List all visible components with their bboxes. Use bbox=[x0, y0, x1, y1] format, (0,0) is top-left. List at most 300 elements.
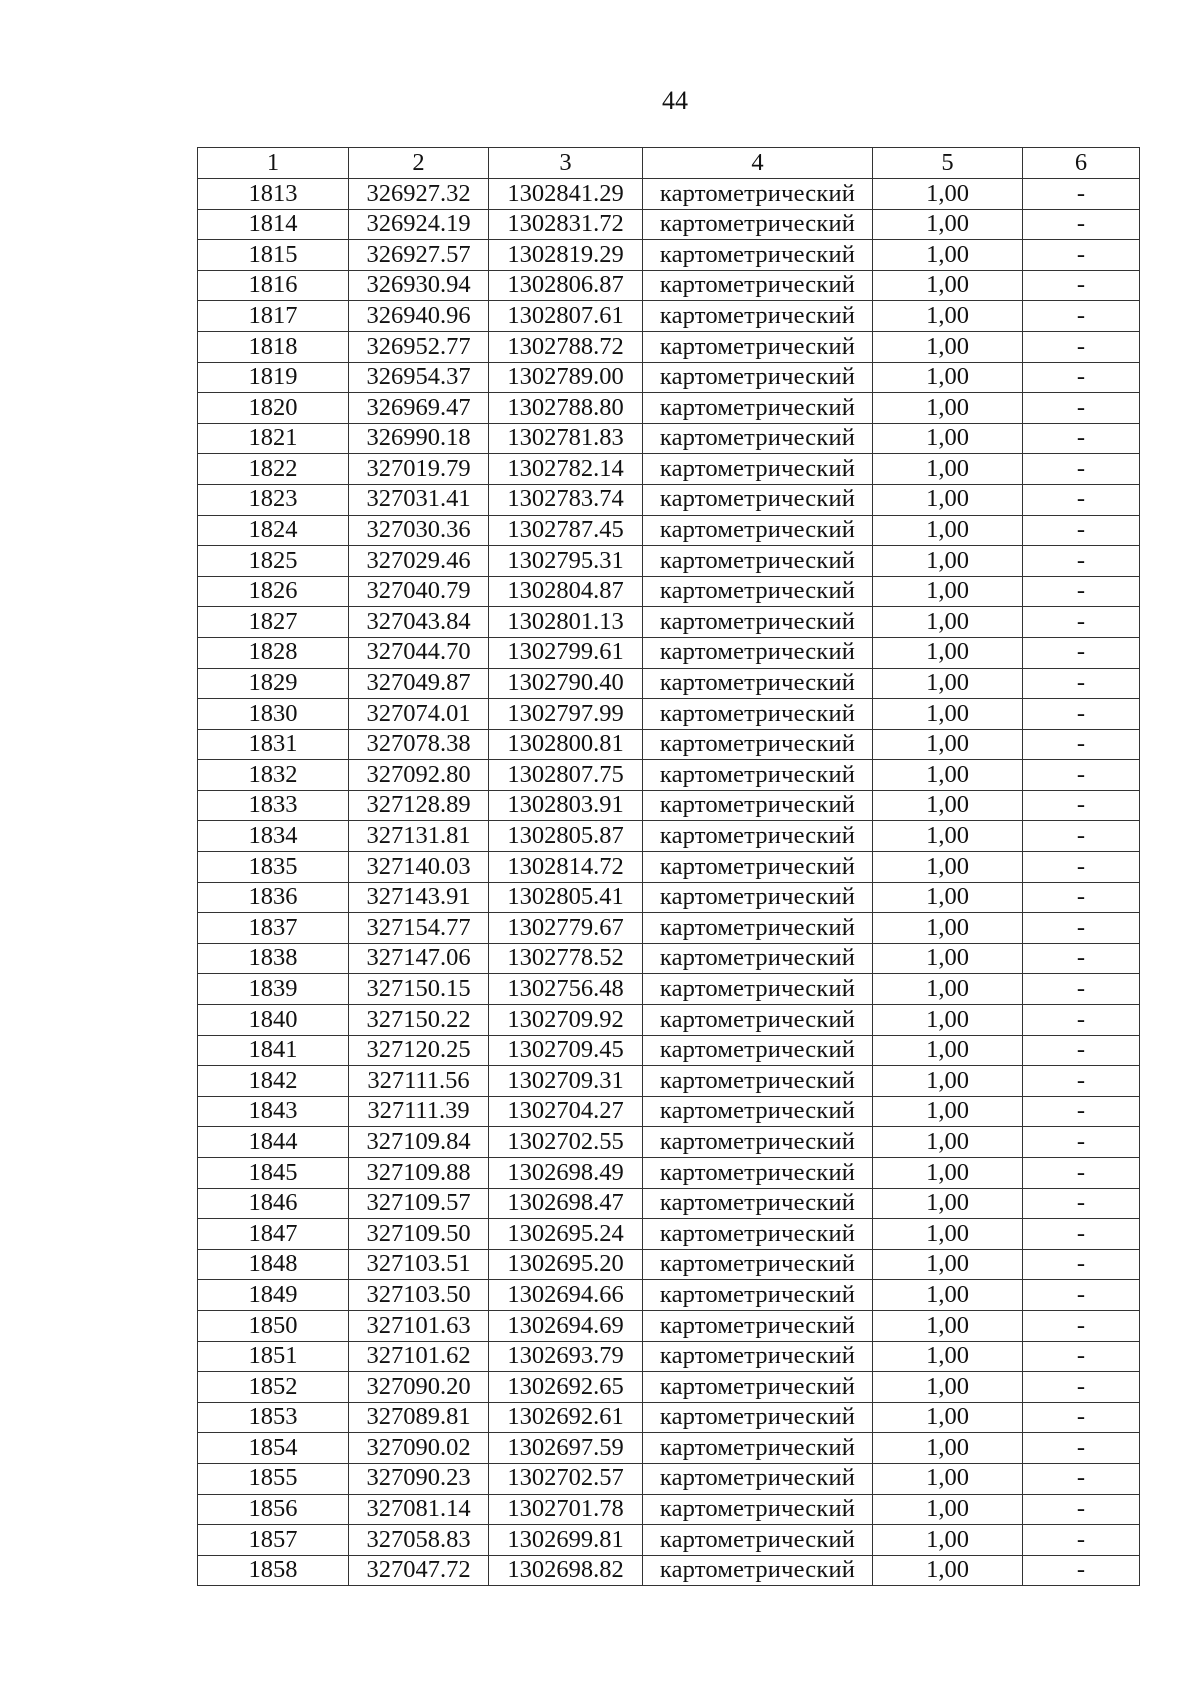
cell-method: картометрический bbox=[643, 1096, 873, 1127]
cell-coord-y: 1302692.65 bbox=[489, 1372, 643, 1403]
cell-point-number: 1849 bbox=[198, 1280, 349, 1311]
table-row bbox=[198, 1494, 1140, 1525]
table-row bbox=[198, 1463, 1140, 1494]
cell-coord-y: 1302779.67 bbox=[489, 913, 643, 944]
cell-coord-x: 326927.32 bbox=[349, 179, 489, 210]
table-row bbox=[198, 1555, 1140, 1586]
cell-point-number: 1836 bbox=[198, 882, 349, 913]
cell-coord-x: 327101.62 bbox=[349, 1341, 489, 1372]
cell-coord-x: 327109.50 bbox=[349, 1219, 489, 1250]
cell-point-number: 1857 bbox=[198, 1525, 349, 1556]
cell-note: - bbox=[1023, 1188, 1140, 1219]
cell-coord-x: 327140.03 bbox=[349, 852, 489, 883]
cell-method: картометрический bbox=[643, 576, 873, 607]
cell-coord-y: 1302695.24 bbox=[489, 1219, 643, 1250]
cell-coord-x: 327090.02 bbox=[349, 1433, 489, 1464]
cell-coord-y: 1302795.31 bbox=[489, 546, 643, 577]
cell-coord-y: 1302692.61 bbox=[489, 1402, 643, 1433]
table-row bbox=[198, 699, 1140, 730]
cell-accuracy: 1,00 bbox=[873, 943, 1023, 974]
cell-point-number: 1839 bbox=[198, 974, 349, 1005]
cell-coord-y: 1302788.72 bbox=[489, 331, 643, 362]
cell-coord-x: 327150.15 bbox=[349, 974, 489, 1005]
cell-method: картометрический bbox=[643, 1035, 873, 1066]
cell-coord-y: 1302819.29 bbox=[489, 240, 643, 271]
cell-accuracy: 1,00 bbox=[873, 1341, 1023, 1372]
table-body bbox=[198, 179, 1140, 1586]
cell-coord-y: 1302709.92 bbox=[489, 1005, 643, 1036]
cell-accuracy: 1,00 bbox=[873, 1280, 1023, 1311]
cell-method: картометрический bbox=[643, 882, 873, 913]
cell-note: - bbox=[1023, 1219, 1140, 1250]
cell-method: картометрический bbox=[643, 668, 873, 699]
cell-point-number: 1843 bbox=[198, 1096, 349, 1127]
cell-coord-x: 327109.57 bbox=[349, 1188, 489, 1219]
header-col-4: 4 bbox=[643, 148, 873, 179]
cell-coord-y: 1302790.40 bbox=[489, 668, 643, 699]
cell-method: картометрический bbox=[643, 1249, 873, 1280]
table-row bbox=[198, 882, 1140, 913]
cell-method: картометрический bbox=[643, 1280, 873, 1311]
cell-note: - bbox=[1023, 1341, 1140, 1372]
table-row bbox=[198, 974, 1140, 1005]
cell-note: - bbox=[1023, 546, 1140, 577]
cell-coord-x: 327044.70 bbox=[349, 637, 489, 668]
cell-note: - bbox=[1023, 1035, 1140, 1066]
cell-coord-x: 327029.46 bbox=[349, 546, 489, 577]
cell-coord-y: 1302807.75 bbox=[489, 760, 643, 791]
cell-note: - bbox=[1023, 1433, 1140, 1464]
cell-method: картометрический bbox=[643, 1066, 873, 1097]
cell-coord-x: 326927.57 bbox=[349, 240, 489, 271]
cell-accuracy: 1,00 bbox=[873, 1158, 1023, 1189]
cell-note: - bbox=[1023, 1372, 1140, 1403]
cell-point-number: 1817 bbox=[198, 301, 349, 332]
cell-point-number: 1847 bbox=[198, 1219, 349, 1250]
cell-coord-y: 1302806.87 bbox=[489, 270, 643, 301]
cell-note: - bbox=[1023, 423, 1140, 454]
cell-accuracy: 1,00 bbox=[873, 668, 1023, 699]
table-row bbox=[198, 576, 1140, 607]
cell-coord-x: 327109.88 bbox=[349, 1158, 489, 1189]
cell-method: картометрический bbox=[643, 974, 873, 1005]
cell-method: картометрический bbox=[643, 1494, 873, 1525]
cell-coord-y: 1302787.45 bbox=[489, 515, 643, 546]
cell-method: картометрический bbox=[643, 1127, 873, 1158]
cell-coord-x: 327154.77 bbox=[349, 913, 489, 944]
cell-note: - bbox=[1023, 301, 1140, 332]
header-col-6: 6 bbox=[1023, 148, 1140, 179]
cell-note: - bbox=[1023, 576, 1140, 607]
cell-coord-x: 327090.23 bbox=[349, 1463, 489, 1494]
cell-coord-y: 1302701.78 bbox=[489, 1494, 643, 1525]
cell-coord-y: 1302805.41 bbox=[489, 882, 643, 913]
cell-method: картометрический bbox=[643, 179, 873, 210]
table-row bbox=[198, 362, 1140, 393]
cell-coord-x: 327074.01 bbox=[349, 699, 489, 730]
cell-note: - bbox=[1023, 484, 1140, 515]
cell-note: - bbox=[1023, 362, 1140, 393]
table-row bbox=[198, 668, 1140, 699]
cell-note: - bbox=[1023, 913, 1140, 944]
cell-method: картометрический bbox=[643, 790, 873, 821]
cell-coord-y: 1302778.52 bbox=[489, 943, 643, 974]
table-row bbox=[198, 209, 1140, 240]
cell-coord-x: 327040.79 bbox=[349, 576, 489, 607]
cell-accuracy: 1,00 bbox=[873, 362, 1023, 393]
cell-method: картометрический bbox=[643, 209, 873, 240]
cell-coord-x: 327089.81 bbox=[349, 1402, 489, 1433]
table-row bbox=[198, 1005, 1140, 1036]
cell-coord-y: 1302699.81 bbox=[489, 1525, 643, 1556]
page-number: 44 bbox=[662, 86, 688, 115]
cell-coord-x: 327128.89 bbox=[349, 790, 489, 821]
table-row bbox=[198, 1372, 1140, 1403]
cell-coord-y: 1302694.69 bbox=[489, 1310, 643, 1341]
cell-method: картометрический bbox=[643, 760, 873, 791]
cell-accuracy: 1,00 bbox=[873, 1127, 1023, 1158]
cell-note: - bbox=[1023, 1127, 1140, 1158]
cell-method: картометрический bbox=[643, 1310, 873, 1341]
cell-method: картометрический bbox=[643, 1158, 873, 1189]
cell-method: картометрический bbox=[643, 699, 873, 730]
cell-coord-y: 1302781.83 bbox=[489, 423, 643, 454]
cell-coord-y: 1302693.79 bbox=[489, 1341, 643, 1372]
cell-coord-x: 326990.18 bbox=[349, 423, 489, 454]
table-row bbox=[198, 1402, 1140, 1433]
cell-coord-y: 1302814.72 bbox=[489, 852, 643, 883]
cell-note: - bbox=[1023, 729, 1140, 760]
cell-coord-x: 326954.37 bbox=[349, 362, 489, 393]
cell-point-number: 1827 bbox=[198, 607, 349, 638]
cell-method: картометрический bbox=[643, 821, 873, 852]
cell-accuracy: 1,00 bbox=[873, 699, 1023, 730]
cell-method: картометрический bbox=[643, 393, 873, 424]
cell-note: - bbox=[1023, 821, 1140, 852]
cell-method: картометрический bbox=[643, 852, 873, 883]
cell-method: картометрический bbox=[643, 1188, 873, 1219]
cell-point-number: 1820 bbox=[198, 393, 349, 424]
cell-accuracy: 1,00 bbox=[873, 974, 1023, 1005]
cell-note: - bbox=[1023, 331, 1140, 362]
cell-note: - bbox=[1023, 1525, 1140, 1556]
cell-method: картометрический bbox=[643, 1525, 873, 1556]
cell-note: - bbox=[1023, 179, 1140, 210]
cell-coord-y: 1302801.13 bbox=[489, 607, 643, 638]
cell-note: - bbox=[1023, 852, 1140, 883]
cell-coord-y: 1302695.20 bbox=[489, 1249, 643, 1280]
table-row bbox=[198, 821, 1140, 852]
table-row bbox=[198, 1096, 1140, 1127]
table-row bbox=[198, 1158, 1140, 1189]
cell-coord-y: 1302831.72 bbox=[489, 209, 643, 240]
table-row bbox=[198, 546, 1140, 577]
cell-point-number: 1842 bbox=[198, 1066, 349, 1097]
cell-point-number: 1819 bbox=[198, 362, 349, 393]
cell-point-number: 1846 bbox=[198, 1188, 349, 1219]
cell-method: картометрический bbox=[643, 301, 873, 332]
table-row bbox=[198, 331, 1140, 362]
table-row bbox=[198, 1219, 1140, 1250]
table-row bbox=[198, 484, 1140, 515]
cell-coord-y: 1302702.57 bbox=[489, 1463, 643, 1494]
cell-note: - bbox=[1023, 668, 1140, 699]
cell-coord-x: 326924.19 bbox=[349, 209, 489, 240]
cell-point-number: 1851 bbox=[198, 1341, 349, 1372]
cell-method: картометрический bbox=[643, 1402, 873, 1433]
cell-accuracy: 1,00 bbox=[873, 1096, 1023, 1127]
cell-point-number: 1829 bbox=[198, 668, 349, 699]
cell-point-number: 1833 bbox=[198, 790, 349, 821]
cell-point-number: 1823 bbox=[198, 484, 349, 515]
table-row bbox=[198, 301, 1140, 332]
cell-method: картометрический bbox=[643, 240, 873, 271]
cell-point-number: 1831 bbox=[198, 729, 349, 760]
cell-note: - bbox=[1023, 974, 1140, 1005]
cell-point-number: 1821 bbox=[198, 423, 349, 454]
cell-coord-y: 1302702.55 bbox=[489, 1127, 643, 1158]
table-row bbox=[198, 607, 1140, 638]
cell-coord-x: 326930.94 bbox=[349, 270, 489, 301]
cell-coord-y: 1302804.87 bbox=[489, 576, 643, 607]
cell-accuracy: 1,00 bbox=[873, 1188, 1023, 1219]
table-row bbox=[198, 423, 1140, 454]
cell-note: - bbox=[1023, 393, 1140, 424]
cell-coord-y: 1302782.14 bbox=[489, 454, 643, 485]
cell-accuracy: 1,00 bbox=[873, 882, 1023, 913]
cell-accuracy: 1,00 bbox=[873, 1310, 1023, 1341]
cell-coord-y: 1302704.27 bbox=[489, 1096, 643, 1127]
cell-method: картометрический bbox=[643, 362, 873, 393]
cell-coord-x: 327090.20 bbox=[349, 1372, 489, 1403]
cell-note: - bbox=[1023, 943, 1140, 974]
table-row bbox=[198, 1280, 1140, 1311]
cell-point-number: 1840 bbox=[198, 1005, 349, 1036]
cell-point-number: 1858 bbox=[198, 1555, 349, 1586]
cell-point-number: 1816 bbox=[198, 270, 349, 301]
cell-coord-x: 327078.38 bbox=[349, 729, 489, 760]
cell-method: картометрический bbox=[643, 1219, 873, 1250]
cell-accuracy: 1,00 bbox=[873, 423, 1023, 454]
coordinates-table bbox=[197, 147, 1140, 1586]
table-row bbox=[198, 913, 1140, 944]
cell-method: картометрический bbox=[643, 943, 873, 974]
table-row bbox=[198, 1341, 1140, 1372]
cell-accuracy: 1,00 bbox=[873, 209, 1023, 240]
cell-point-number: 1854 bbox=[198, 1433, 349, 1464]
cell-point-number: 1832 bbox=[198, 760, 349, 791]
table-row bbox=[198, 1525, 1140, 1556]
cell-accuracy: 1,00 bbox=[873, 270, 1023, 301]
cell-coord-x: 327111.39 bbox=[349, 1096, 489, 1127]
cell-coord-x: 327150.22 bbox=[349, 1005, 489, 1036]
cell-accuracy: 1,00 bbox=[873, 1005, 1023, 1036]
cell-method: картометрический bbox=[643, 546, 873, 577]
table-row bbox=[198, 1127, 1140, 1158]
table-row bbox=[198, 454, 1140, 485]
cell-point-number: 1814 bbox=[198, 209, 349, 240]
cell-note: - bbox=[1023, 1280, 1140, 1311]
cell-method: картометрический bbox=[643, 515, 873, 546]
cell-coord-x: 327109.84 bbox=[349, 1127, 489, 1158]
cell-method: картометрический bbox=[643, 1372, 873, 1403]
table-row bbox=[198, 790, 1140, 821]
cell-method: картометрический bbox=[643, 1433, 873, 1464]
cell-accuracy: 1,00 bbox=[873, 484, 1023, 515]
cell-coord-x: 327131.81 bbox=[349, 821, 489, 852]
cell-accuracy: 1,00 bbox=[873, 454, 1023, 485]
cell-accuracy: 1,00 bbox=[873, 760, 1023, 791]
cell-coord-y: 1302698.47 bbox=[489, 1188, 643, 1219]
cell-coord-x: 327047.72 bbox=[349, 1555, 489, 1586]
table-row bbox=[198, 270, 1140, 301]
cell-method: картометрический bbox=[643, 1005, 873, 1036]
cell-point-number: 1844 bbox=[198, 1127, 349, 1158]
cell-method: картометрический bbox=[643, 607, 873, 638]
cell-accuracy: 1,00 bbox=[873, 331, 1023, 362]
cell-coord-y: 1302709.45 bbox=[489, 1035, 643, 1066]
table-row bbox=[198, 1066, 1140, 1097]
cell-coord-x: 326952.77 bbox=[349, 331, 489, 362]
cell-accuracy: 1,00 bbox=[873, 576, 1023, 607]
cell-coord-x: 327111.56 bbox=[349, 1066, 489, 1097]
cell-coord-y: 1302805.87 bbox=[489, 821, 643, 852]
cell-coord-x: 327058.83 bbox=[349, 1525, 489, 1556]
cell-accuracy: 1,00 bbox=[873, 821, 1023, 852]
cell-point-number: 1813 bbox=[198, 179, 349, 210]
table-row bbox=[198, 393, 1140, 424]
header-col-1: 1 bbox=[198, 148, 349, 179]
cell-coord-y: 1302803.91 bbox=[489, 790, 643, 821]
cell-coord-x: 327081.14 bbox=[349, 1494, 489, 1525]
cell-accuracy: 1,00 bbox=[873, 790, 1023, 821]
cell-accuracy: 1,00 bbox=[873, 607, 1023, 638]
table-row bbox=[198, 1433, 1140, 1464]
cell-coord-y: 1302698.82 bbox=[489, 1555, 643, 1586]
table-row bbox=[198, 1249, 1140, 1280]
cell-point-number: 1848 bbox=[198, 1249, 349, 1280]
cell-note: - bbox=[1023, 1310, 1140, 1341]
cell-accuracy: 1,00 bbox=[873, 1525, 1023, 1556]
cell-point-number: 1841 bbox=[198, 1035, 349, 1066]
cell-point-number: 1838 bbox=[198, 943, 349, 974]
cell-coord-y: 1302807.61 bbox=[489, 301, 643, 332]
table-row bbox=[198, 1310, 1140, 1341]
cell-note: - bbox=[1023, 209, 1140, 240]
cell-coord-y: 1302709.31 bbox=[489, 1066, 643, 1097]
cell-point-number: 1835 bbox=[198, 852, 349, 883]
table-row bbox=[198, 1188, 1140, 1219]
cell-note: - bbox=[1023, 1158, 1140, 1189]
cell-point-number: 1822 bbox=[198, 454, 349, 485]
cell-accuracy: 1,00 bbox=[873, 1463, 1023, 1494]
cell-accuracy: 1,00 bbox=[873, 1035, 1023, 1066]
cell-accuracy: 1,00 bbox=[873, 240, 1023, 271]
cell-note: - bbox=[1023, 1402, 1140, 1433]
cell-point-number: 1815 bbox=[198, 240, 349, 271]
cell-coord-y: 1302800.81 bbox=[489, 729, 643, 760]
cell-accuracy: 1,00 bbox=[873, 1372, 1023, 1403]
cell-accuracy: 1,00 bbox=[873, 637, 1023, 668]
cell-point-number: 1845 bbox=[198, 1158, 349, 1189]
cell-method: картометрический bbox=[643, 1555, 873, 1586]
cell-note: - bbox=[1023, 607, 1140, 638]
table-row bbox=[198, 240, 1140, 271]
cell-method: картометрический bbox=[643, 729, 873, 760]
cell-coord-x: 326940.96 bbox=[349, 301, 489, 332]
cell-point-number: 1826 bbox=[198, 576, 349, 607]
table-row bbox=[198, 179, 1140, 210]
cell-coord-x: 327031.41 bbox=[349, 484, 489, 515]
cell-accuracy: 1,00 bbox=[873, 852, 1023, 883]
cell-coord-y: 1302799.61 bbox=[489, 637, 643, 668]
cell-coord-x: 327043.84 bbox=[349, 607, 489, 638]
cell-method: картометрический bbox=[643, 1341, 873, 1372]
cell-coord-x: 327143.91 bbox=[349, 882, 489, 913]
cell-note: - bbox=[1023, 270, 1140, 301]
cell-note: - bbox=[1023, 1005, 1140, 1036]
header-col-5: 5 bbox=[873, 148, 1023, 179]
cell-accuracy: 1,00 bbox=[873, 179, 1023, 210]
header-row bbox=[198, 148, 1140, 179]
table-row bbox=[198, 760, 1140, 791]
cell-accuracy: 1,00 bbox=[873, 301, 1023, 332]
cell-coord-y: 1302797.99 bbox=[489, 699, 643, 730]
cell-note: - bbox=[1023, 515, 1140, 546]
cell-method: картометрический bbox=[643, 454, 873, 485]
cell-accuracy: 1,00 bbox=[873, 393, 1023, 424]
header-col-2: 2 bbox=[349, 148, 489, 179]
cell-coord-x: 327030.36 bbox=[349, 515, 489, 546]
cell-accuracy: 1,00 bbox=[873, 1402, 1023, 1433]
cell-coord-y: 1302698.49 bbox=[489, 1158, 643, 1189]
cell-note: - bbox=[1023, 882, 1140, 913]
cell-coord-x: 327103.51 bbox=[349, 1249, 489, 1280]
cell-method: картометрический bbox=[643, 484, 873, 515]
cell-point-number: 1818 bbox=[198, 331, 349, 362]
cell-coord-x: 327103.50 bbox=[349, 1280, 489, 1311]
cell-accuracy: 1,00 bbox=[873, 1066, 1023, 1097]
cell-coord-x: 327101.63 bbox=[349, 1310, 489, 1341]
cell-accuracy: 1,00 bbox=[873, 1494, 1023, 1525]
cell-note: - bbox=[1023, 454, 1140, 485]
cell-note: - bbox=[1023, 1066, 1140, 1097]
cell-note: - bbox=[1023, 240, 1140, 271]
cell-note: - bbox=[1023, 1249, 1140, 1280]
cell-point-number: 1837 bbox=[198, 913, 349, 944]
cell-note: - bbox=[1023, 637, 1140, 668]
table-row bbox=[198, 943, 1140, 974]
cell-note: - bbox=[1023, 1555, 1140, 1586]
cell-coord-y: 1302783.74 bbox=[489, 484, 643, 515]
cell-coord-y: 1302697.59 bbox=[489, 1433, 643, 1464]
cell-accuracy: 1,00 bbox=[873, 546, 1023, 577]
table-row bbox=[198, 515, 1140, 546]
cell-coord-y: 1302789.00 bbox=[489, 362, 643, 393]
cell-point-number: 1855 bbox=[198, 1463, 349, 1494]
cell-method: картометрический bbox=[643, 913, 873, 944]
cell-note: - bbox=[1023, 1463, 1140, 1494]
cell-accuracy: 1,00 bbox=[873, 1555, 1023, 1586]
cell-point-number: 1856 bbox=[198, 1494, 349, 1525]
cell-method: картометрический bbox=[643, 331, 873, 362]
cell-coord-x: 327147.06 bbox=[349, 943, 489, 974]
cell-accuracy: 1,00 bbox=[873, 913, 1023, 944]
table-row bbox=[198, 852, 1140, 883]
cell-point-number: 1825 bbox=[198, 546, 349, 577]
cell-note: - bbox=[1023, 1096, 1140, 1127]
cell-point-number: 1830 bbox=[198, 699, 349, 730]
